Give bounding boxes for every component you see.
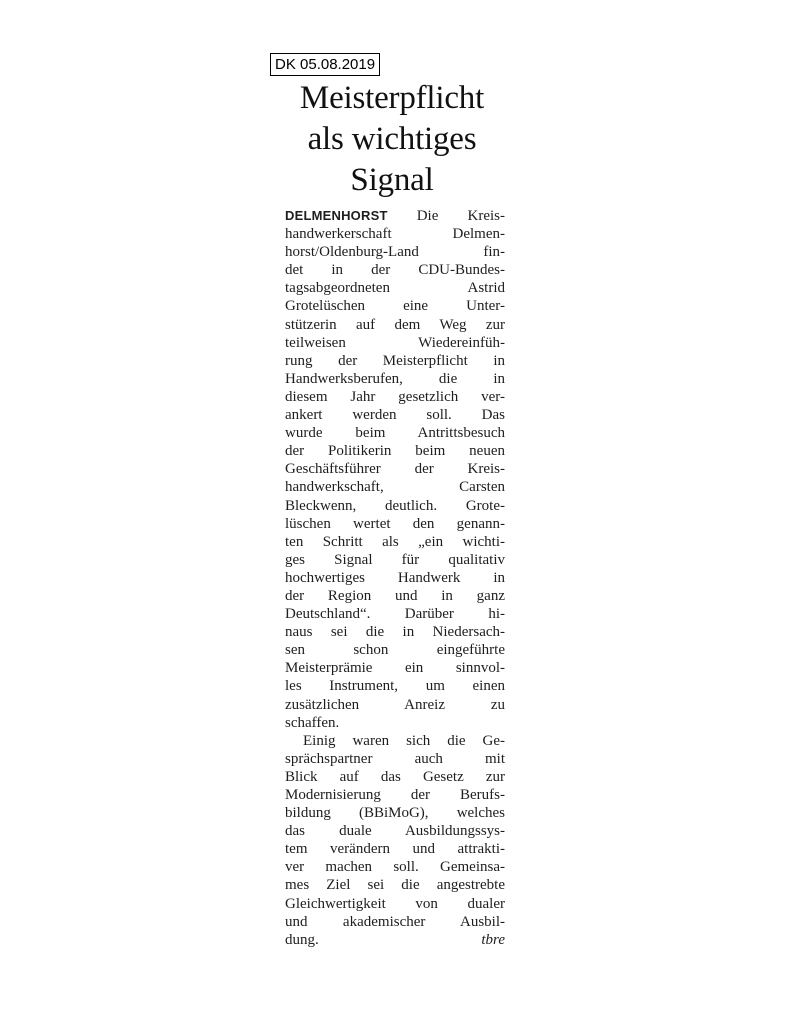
- article-line: zusätzlichen Anreiz zu: [285, 696, 505, 713]
- article-line: Deutschland“. Darüber hi-: [285, 606, 505, 623]
- article-line: tem verändern und attrakti-: [285, 841, 505, 858]
- article-line: naus sei die in Niedersach-: [285, 624, 505, 641]
- article-line: det in der CDU-Bundes-: [285, 262, 505, 279]
- headline-line: Meisterpflicht: [299, 80, 485, 116]
- article-line: Bleckwenn, deutlich. Grote-: [285, 497, 505, 514]
- article-line: Blick auf das Gesetz zur: [285, 768, 505, 785]
- article-line: ankert werden soll. Das: [285, 407, 505, 424]
- article-line: handwerkerschaft Delmen-: [285, 226, 505, 243]
- article-line: das duale Ausbildungssys-: [285, 823, 505, 840]
- article-line: sprächspartner auch mit: [285, 750, 505, 767]
- article-line: ver machen soll. Gemeinsa-: [285, 859, 505, 876]
- article-line: der Politikerin beim neuen: [285, 443, 505, 460]
- article-line: sen schon eingeführte: [285, 642, 505, 659]
- article-line: der Region und in ganz: [285, 587, 505, 604]
- article-line: Gleichwertigkeit von dualer: [285, 895, 505, 912]
- article-line: wurde beim Antrittsbesuch: [285, 425, 505, 442]
- headline-line: Signal: [350, 162, 434, 198]
- article-line: Modernisierung der Berufs-: [285, 787, 505, 803]
- article-line: les Instrument, um einen: [285, 678, 505, 695]
- article-line: Geschäftsführer der Kreis-: [285, 461, 505, 478]
- date-stamp: DK 05.08.2019: [270, 53, 380, 76]
- article-line: Grotelüschen eine Unter-: [285, 298, 505, 315]
- author-initials: tbre: [481, 931, 505, 948]
- article-line: tagsabgeordneten Astrid: [285, 280, 505, 297]
- article-body: [285, 207, 505, 949]
- article-line: [285, 931, 505, 949]
- article-line: ten Schritt als „ein wichti-: [285, 533, 505, 550]
- dateline: DELMENHORST: [285, 208, 388, 223]
- article-line: diesem Jahr gesetzlich ver-: [285, 388, 505, 405]
- article-line: horst/Oldenburg-Land fin-: [285, 244, 505, 261]
- article-line-text: Die Kreis-: [387, 208, 505, 224]
- headline: [268, 78, 516, 201]
- article-line-text: dung.: [285, 931, 319, 948]
- headline-line: als wichtiges: [307, 121, 477, 157]
- article-line: lüschen wertet den genann-: [285, 515, 505, 532]
- article-line: schaffen.: [285, 714, 340, 731]
- article-line: [285, 207, 505, 225]
- article-line: ges Signal für qualitativ: [285, 551, 505, 568]
- article-line: hochwertiges Handwerk in: [285, 569, 505, 586]
- article-line: stützerin auf dem Weg zur: [285, 316, 505, 333]
- article-line: Einig waren sich die Ge-: [303, 732, 505, 749]
- article-line: Handwerksberufen, die in: [285, 370, 505, 387]
- article-line: handwerkschaft, Carsten: [285, 479, 505, 496]
- article-line: rung der Meisterpflicht in: [285, 352, 505, 369]
- article-line: Meisterprämie ein sinnvol-: [285, 660, 505, 677]
- article-line: teilweisen Wiedereinfüh-: [285, 334, 505, 351]
- article-line: bildung (BBiMoG), welches: [285, 805, 505, 822]
- article-line: mes Ziel sei die angestrebte: [285, 877, 505, 894]
- article-line: und akademischer Ausbil-: [285, 913, 505, 930]
